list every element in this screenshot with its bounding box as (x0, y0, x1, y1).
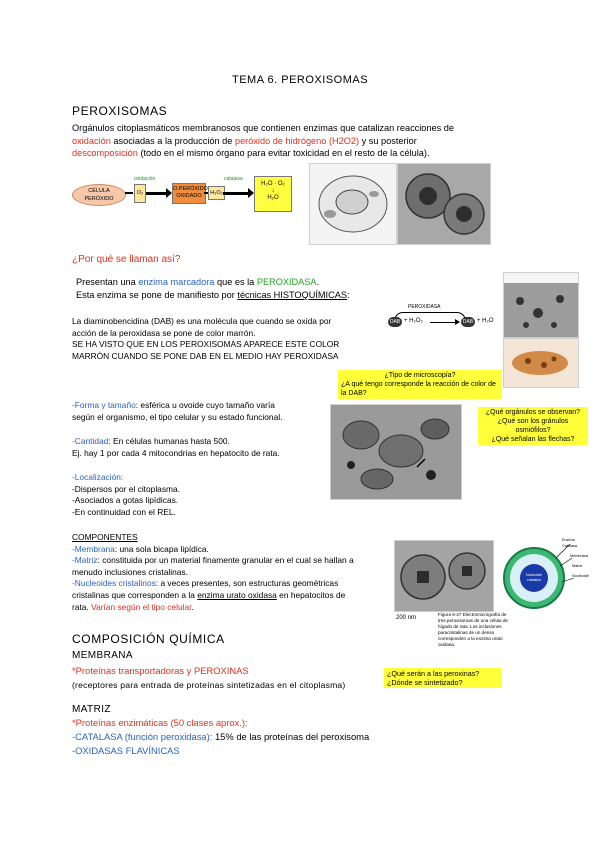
diagram-box-o2: O₂ (134, 184, 146, 203)
shape-line-2: según el organismo, el tipo celular y su estado funcional. (72, 411, 283, 422)
schema-label-matrix: Matriz (572, 564, 583, 568)
scale-label: 200 nm (396, 615, 417, 621)
diagram-box-h2o2: H₂O₂ (208, 186, 225, 200)
quantity-label: -Cantidad (72, 436, 109, 446)
quantity-text: : En células humanas hasta 500. (108, 436, 230, 446)
schema-center-line: cristalino (526, 578, 542, 582)
nucleoid-text: rata. (72, 601, 92, 612)
intro-descomposicion: descomposición (72, 148, 138, 159)
question-box-microscopy (338, 370, 502, 399)
section-heading-peroxisomas: PEROXISOMAS (72, 104, 168, 118)
nucleoid-line (72, 578, 382, 590)
marker-line-1 (76, 276, 396, 289)
membrane-heading: MEMBRANA (72, 650, 133, 661)
location-line-2: -Asociados a gotas lipídicas. (72, 495, 179, 506)
nucleoid-text: . (191, 601, 194, 612)
diagram-label: OXIDADO (176, 193, 202, 199)
quantity-line-1 (72, 436, 332, 448)
nucleoid-text: : a veces presentes, son estructuras geométricas (155, 578, 339, 589)
reaction-plus-h2o: + H₂O (477, 318, 494, 324)
nucleoid-line-2 (72, 590, 382, 602)
caption-line: hígado de rata. Los inclusiones (438, 624, 502, 629)
question-line: ¿Qué son los gránulos osmiófilos? (497, 418, 569, 434)
intro-line-1: Orgánulos citoplasmáticos membranosos que contienen enzimas que catalizan reacciones de (72, 123, 455, 133)
reaction-plus-h2o2: + H₂O₂ (404, 318, 423, 324)
shape-line-1 (72, 400, 332, 412)
intro-text: (todo en el mismo órgano para evitar toxicidad en el resto de la célula). (137, 148, 430, 159)
caption-line: oxidasa. (438, 642, 456, 647)
micrograph-svg (398, 164, 490, 244)
question-line: ¿Qué señalan las flechas? (491, 436, 575, 443)
flavin-oxidases: -OXIDASAS FLAVÍNICAS (72, 745, 180, 756)
receptors-note: (receptores para entrada de proteínas sintetizadas en el citoplasma) (72, 680, 346, 690)
marker-text: Presentan una (76, 277, 139, 287)
matrix-line (72, 555, 382, 567)
nucleoid-label: -Nucleoides cristalinos (72, 578, 156, 589)
intro-text: y su posterior (359, 135, 417, 146)
question-box-peroxins (384, 668, 502, 688)
intro-oxidacion: oxidación (72, 135, 111, 146)
location-line-1: -Dispersos por el citoplasma. (72, 483, 180, 494)
question-box-organelles (478, 407, 588, 445)
matrix-heading: MATRIZ (72, 704, 111, 715)
arrow-line (223, 192, 249, 195)
shape-label: -Forma y tamaño (72, 400, 136, 410)
arrow-line (125, 192, 133, 194)
location-line-3: -En continuidad con el REL. (72, 506, 176, 517)
question-line: ¿Qué orgánulos se observan? (485, 409, 581, 416)
schema-label-membrane: Membrana (570, 554, 589, 558)
peroxisome-em-image (394, 540, 494, 612)
dab-line-2: acción de la peroxidasa se pone de color marrón. (72, 327, 256, 338)
enzymatic-proteins: *Proteínas enzimáticas (50 clases aprox.): (72, 717, 248, 728)
diagram-label: CÉLULA (88, 188, 110, 194)
intro-text: asociadas a la producción de (110, 135, 235, 146)
organelles-micrograph (330, 404, 462, 500)
matrix-line-2: menudo inclusiones cristalinas. (72, 566, 188, 577)
membrane-line (72, 544, 382, 556)
reaction-arrow (430, 322, 456, 323)
peroxisome-em-svg (395, 541, 493, 611)
diagram-box-oxidized (172, 183, 206, 204)
marker-text: . (316, 277, 320, 287)
location-paragraph (72, 472, 322, 518)
shape-text: : esférica u ovoide cuyo tamaño varía (135, 400, 275, 410)
cell-peroxide-ellipse (72, 184, 126, 206)
schema-label-catalase: Catalasa (562, 544, 577, 548)
diagram-box-water (254, 176, 292, 212)
section-heading-composition: COMPOSICIÓN QUÍMICA (72, 632, 225, 646)
reaction-enzyme-label: PEROXIDASA (408, 304, 441, 310)
membrane-label: -Membrana (72, 543, 115, 554)
diagram-label: O.PERÓXIDO (173, 186, 208, 192)
oxidation-flow-diagram (72, 172, 294, 218)
dab-micrograph-svg (504, 273, 578, 337)
question-line: ¿A qué tengo corresponde la reacción de color de la DAB? (341, 381, 496, 397)
reaction-dab-reactant: DAB (389, 319, 401, 325)
cell-sketch-image (309, 163, 397, 245)
question-line: ¿Tipo de microscopía? (384, 372, 456, 379)
components-heading: COMPONENTES (72, 532, 138, 542)
schema-label-enzyme: Enzima (562, 538, 575, 542)
marker-line-2 (76, 289, 396, 302)
diagram-label: H₂O (267, 195, 279, 201)
caption-line: paracristalinas de un denso (438, 630, 495, 635)
quantity-paragraph (72, 436, 332, 459)
schema-center-line: Nucleoide (526, 573, 542, 577)
intro-peroxido: peróxido de hidrógeno (H2O2) (234, 135, 360, 146)
dab-line-3: SE HA VISTO QUE EN LOS PEROXISOMAS APARECE ESTE COLOR (72, 339, 340, 350)
diagram-label-oxidation: oxidación (134, 176, 156, 182)
schema-center-label (522, 573, 546, 583)
diagram-label: PERÓXIDO (84, 196, 114, 202)
location-label: -Localización: (72, 472, 124, 482)
diagram-label-catalase: catalasa (224, 176, 243, 182)
marker-text: : (347, 289, 350, 300)
schema-label-nucleoid: Nucleoide (572, 574, 589, 578)
shape-size-paragraph (72, 400, 332, 423)
marker-enzima: enzima marcadora (138, 277, 215, 287)
arrow-line (146, 192, 168, 195)
matrix-label: -Matriz (72, 555, 98, 566)
quantity-line-2: Ej. hay 1 por cada 4 mitocondrias en hepatocito de rata. (72, 447, 280, 458)
diagram-label: H₂O · O₂ (261, 181, 285, 187)
components-paragraph (72, 532, 382, 613)
marker-text: que es la (214, 277, 257, 287)
marker-peroxidasa: PEROXIDASA (256, 277, 317, 287)
dab-line-4: MARRÓN CUANDO SE PONE DAB EN EL MEDIO HAY PEROXIDASA (72, 350, 339, 361)
marker-tecnicas: técnicas HISTOQUÍMICAS (237, 289, 347, 300)
nucleoid-text: en hepatocitos de (276, 589, 346, 600)
dab-line-1: La diaminobencidina (DAB) es una molécula que cuando se oxida por (72, 316, 332, 326)
marker-enzyme-paragraph (76, 276, 396, 301)
peroxisome-micrograph (397, 163, 491, 245)
intro-line-3 (72, 147, 500, 160)
page-title: TEMA 6. PEROXISOMAS (232, 74, 369, 86)
catalase-line (72, 731, 369, 742)
nucleoid-line-3 (72, 602, 382, 614)
dab-paragraph (72, 316, 372, 362)
diagram-label: ↓ (271, 188, 275, 194)
urate-oxidase-term: enzima urato oxidasa (197, 589, 277, 600)
peroxisome-schema (500, 536, 590, 616)
membrane-text: : una sola bicapa lipídica. (114, 543, 209, 554)
dab-micrograph (503, 272, 579, 338)
caption-line: tres peroxisomas de una célula de (438, 618, 508, 623)
dab-brown-stain-image (503, 338, 579, 388)
question-line: ¿Qué serán a las peroxinas? (387, 669, 480, 678)
varian-text: Varían según el tipo celular (91, 601, 192, 612)
why-heading: ¿Por qué se llaman así? (72, 254, 181, 265)
catalase-label: -CATALASA (función peroxidasa): (72, 731, 213, 742)
catalase-text: 15% de las proteínas del peroxisoma (212, 731, 370, 742)
marker-text: Esta enzima se pone de manifiesto por (76, 289, 238, 300)
matrix-text: : constituida por un material finamente granular en el cual se hallan a (97, 555, 354, 566)
cell-sketch-svg (310, 164, 396, 244)
dab-reaction (388, 304, 500, 338)
brown-stain-svg (504, 339, 578, 387)
micrograph-caption (438, 612, 530, 648)
intro-line-2 (72, 135, 500, 148)
nucleoid-text: cristalinas que corresponden a la (72, 589, 198, 600)
arrow-head-icon (455, 319, 460, 325)
transport-proteins: *Proteínas transportadoras y PEROXINAS (72, 665, 249, 676)
organelles-micrograph-svg (331, 405, 461, 499)
reaction-dab-product: DAB (462, 319, 474, 325)
intro-paragraph (72, 122, 500, 160)
caption-line: Figura 6-27 Electromicrografía de (438, 612, 507, 617)
caption-line: corresponden a la enzima urato (438, 636, 503, 641)
question-line: ¿Dónde se sintetizado? (387, 678, 463, 687)
